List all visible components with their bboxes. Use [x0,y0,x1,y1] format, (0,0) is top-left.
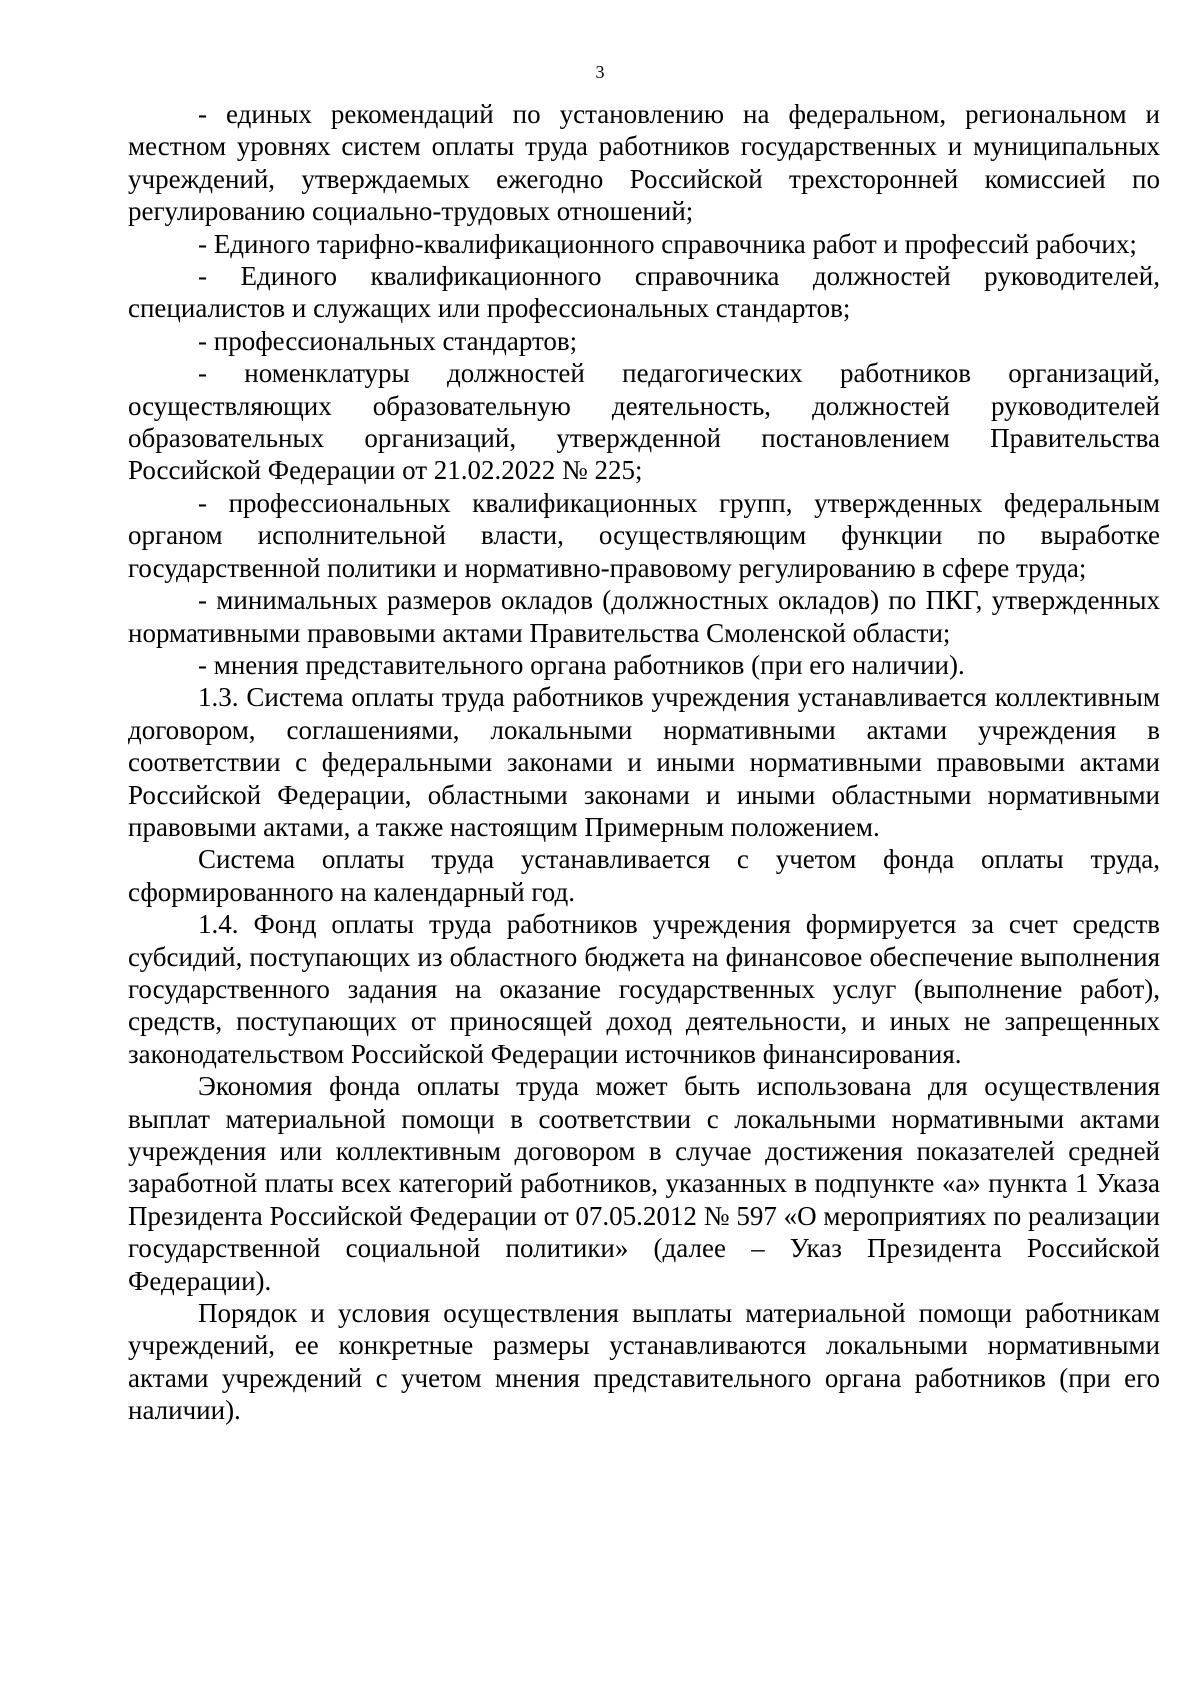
paragraph-professional-standards: - профессиональных стандартов; [198,325,578,356]
paragraph-unified-recommendations: - единых рекомендаций по установлению на федеральном, региональном и местном уровнях систем оплаты труда работников государственных и муниципальных учреждений, утверждаемых ежегодно Российской трехсторонней комиссией по регулированию социально-трудовых отношений; [128,99,1160,227]
paragraph-tariff-handbook: - Единого тарифно-квалификационного справочника работ и профессий рабочих; [198,228,1137,259]
document-body [128,98,1160,1427]
paragraph-section-1-3: 1.3. Система оплаты труда работников учреждения устанавливается коллективным договором, соглашениями, локальными нормативными актами учреждения в соответствии с федеральными законами и иными нормативными правовыми актами Российской Федерации, областными законами и иными областными нормативными правовыми актами, а также настоящим Примерным положением. [128,682,1160,842]
paragraph-qualification-handbook: - Единого квалификационного справочника должностей руководителей, специалистов и служащих или профессиональных стандартов; [128,261,1160,324]
paragraph-material-aid-procedure: Порядок и условия осуществления выплаты материальной помощи работникам учреждений, ее конкретные размеры устанавливаются локальными нормативными актами учреждений с учетом мнения представительного органа работников (при его наличии). [128,1298,1160,1426]
paragraph-section-1-4: 1.4. Фонд оплаты труда работников учреждения формируется за счет средств субсидий, поступающих из областного бюджета на финансовое обеспечение выполнения государственного задания на оказание государственных услуг (выполнение работ), средств, поступающих от приносящей доход деятельности, и иных не запрещенных законодательством Российской Федерации источников финансирования. [128,909,1160,1069]
paragraph-fund-savings: Экономия фонда оплаты труда может быть использована для осуществления выплат материальной помощи в соответствии с локальными нормативными актами учреждения или коллективным договором в случае достижения показателей средней заработной платы всех категорий работников, указанных в подпункте «а» пункта 1 Указа Президента Российской Федерации от 07.05.2012 № 597 «О мероприятиях по реализации государственной социальной политики» (далее – Указ Президента Российской Федерации). [128,1071,1160,1296]
page-number: 3 [595,62,605,82]
paragraph-representative-opinion: - мнения представительного органа работников (при его наличии). [198,649,965,680]
paragraph-nomenclature: - номенклатуры должностей педагогических работников организаций, осуществляющих образовательную деятельность, должностей руководителей образовательных организаций, утвержденной постановлением Правительства Российской Федерации от 21.02.2022 № 225; [128,358,1160,486]
paragraph-payment-system-fund: Система оплаты труда устанавливается с учетом фонда оплаты труда, сформированного на календарный год. [128,844,1160,907]
paragraph-minimum-salaries: - минимальных размеров окладов (должностных окладов) по ПКГ, утвержденных нормативными правовыми актами Правительства Смоленской области; [128,585,1160,648]
paragraph-qualification-groups: - профессиональных квалификационных групп, утвержденных федеральным органом исполнительной власти, осуществляющим функции по выработке государственной политики и нормативно-правовому регулированию в сфере труда; [128,487,1160,583]
